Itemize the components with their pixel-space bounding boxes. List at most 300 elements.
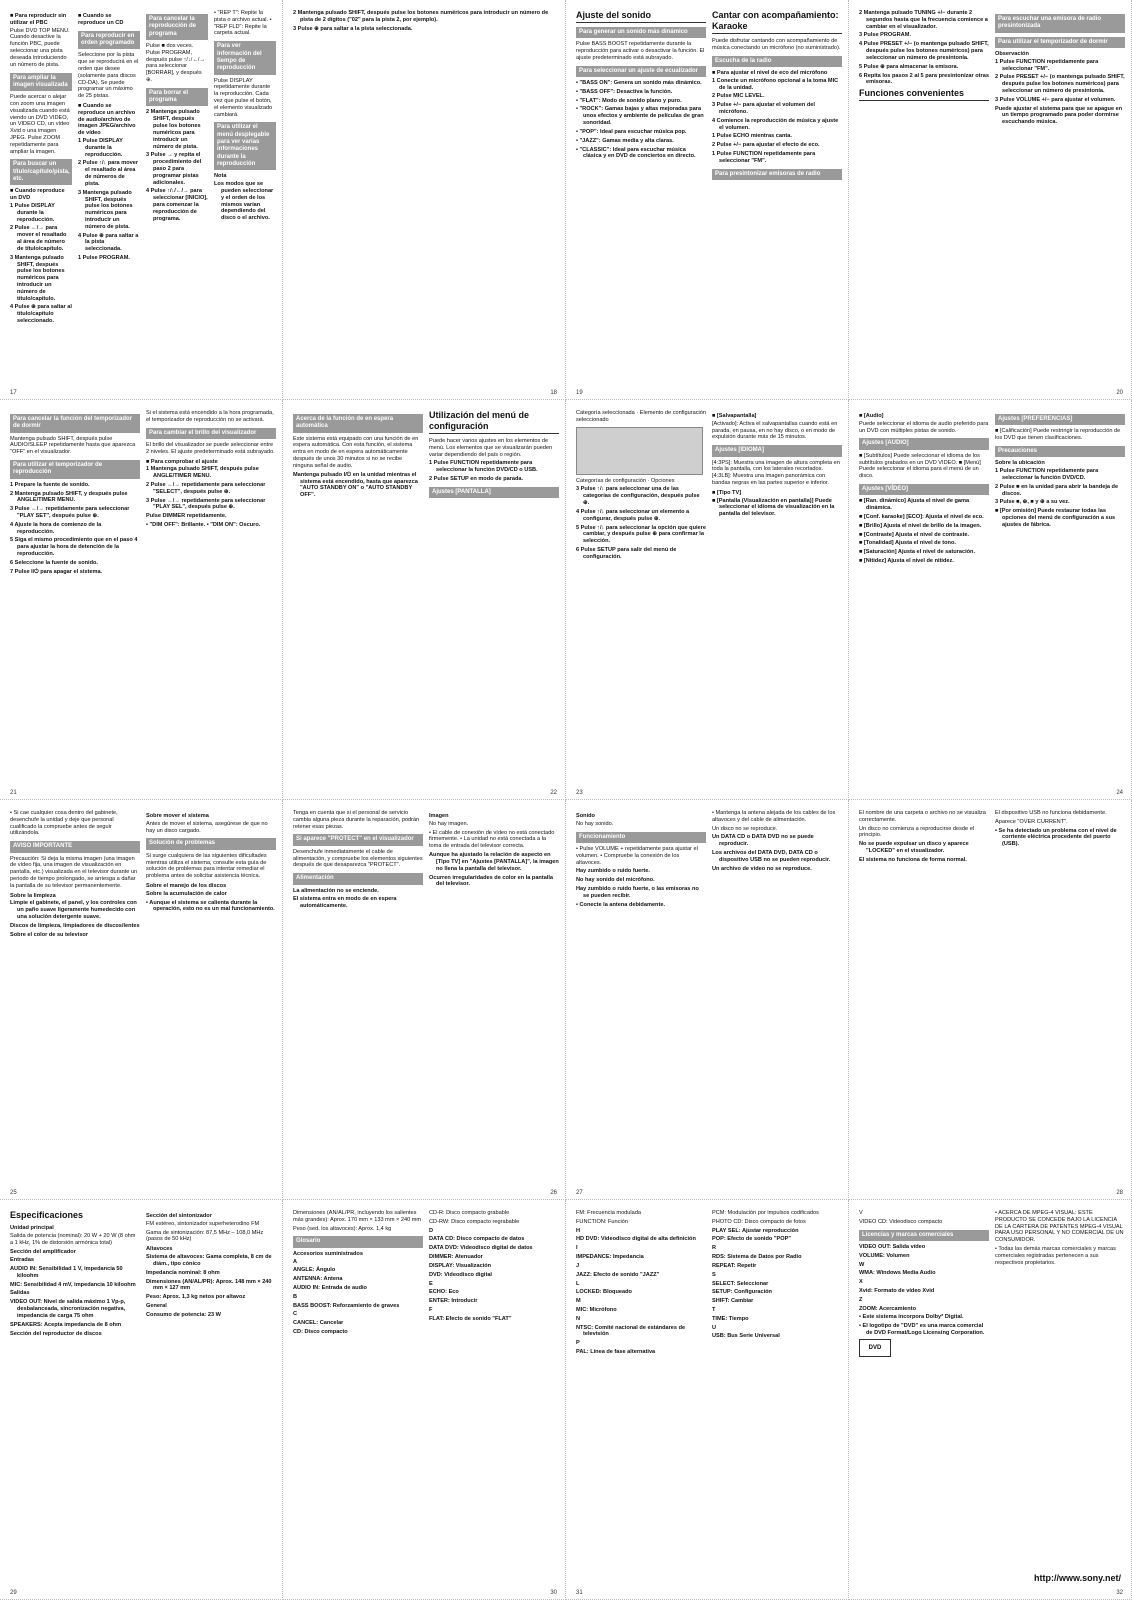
sub-heading: Accesorios suministrados [293, 1250, 363, 1257]
paragraph: El brillo del visualizador se puede seleccionar entre 2 niveles. El ajuste predeterminado está subrayado. [146, 441, 275, 455]
text-column [78, 10, 140, 384]
paragraph: • ACERCA DE MPEG-4 VISUAL: ESTE PRODUCTO SE CONCEDE BAJO LA LICENCIA DE LA CARTERA DE PATENTES MPEG-4 VISUAL PARA USO PERSONAL Y NO COMERCIAL DE UN CONSUMIDOR. [995, 1210, 1124, 1244]
step-item: 2 Pulse ←/→ para mover el resaltado al área de número de título/capítulo. [10, 225, 67, 252]
manual-page [849, 800, 1132, 1200]
page-columns [576, 410, 842, 784]
step-item: 4 Pulse ↑/↓/←/→ para seleccionar [INICIO], para comenzar la reproducción de programa. [146, 188, 208, 222]
step-item: MIC: Micrófono [576, 1306, 617, 1313]
page-columns [576, 1210, 842, 1584]
topic-heading-box: Precauciones [995, 446, 1125, 457]
step-item: Sobre la acumulación de calor [146, 890, 227, 897]
sub-heading: Altavoces [146, 1246, 173, 1253]
step-item: IMPEDANCE: Impedancia [576, 1254, 644, 1261]
step-item: Z [859, 1296, 863, 1303]
step-item: Sistema de altavoces: Gama completa, 8 cm de diám., tipo cónico [146, 1254, 272, 1267]
paragraph: Un disco no se reproduce. [712, 825, 778, 832]
manual-page [566, 400, 849, 800]
step-item: SETUP: Configuración [712, 1289, 772, 1296]
step-item: • Este sistema incorpora Dolby* Digital. [859, 1314, 964, 1321]
step-item: LOCKED: Bloqueado [576, 1289, 632, 1296]
step-item: 2 Pulse +/− para ajustar el efecto de eco. [712, 142, 820, 149]
step-item: 1 Pulse DISPLAY durante la reproducción. [10, 203, 55, 223]
paragraph: • Pulse VOLUME + repetidamente para ajustar el volumen. • Compruebe la conexión de los altavoces. [576, 845, 698, 866]
sub-heading: Sección del amplificador [10, 1249, 76, 1256]
step-item: A [293, 1258, 298, 1265]
paragraph: Mantenga pulsado SHIFT, después pulse AUDIO/SLEEP repetidamente hasta que aparezca "OFF" en el visualizador. [10, 435, 136, 456]
topic-heading-box: Para ver información del tiempo de reproducción [214, 41, 276, 74]
topic-heading-box: Para generar un sonido más dinámico [576, 27, 706, 38]
step-item: PLAY SEL: Ajustar reproducción [712, 1227, 799, 1234]
manual-page [283, 800, 566, 1200]
step-item: DVD: Videodisco digital [429, 1271, 492, 1278]
paragraph: FM: Frecuencia modulada [576, 1210, 641, 1216]
step-item: 4 Comience la reproducción de música y ajuste el volumen. [712, 117, 839, 131]
figure-labels: Categorías de configuración · Opciones [576, 477, 675, 484]
paragraph: Tenga en cuenta que si el personal de servicio cambia alguna pieza durante la reparación, podrán retener esas piezas. [293, 810, 420, 830]
step-item: • "DIM OFF": Brillante. • "DIM ON": Oscuro. [146, 522, 261, 529]
manual-page [283, 400, 566, 800]
page-columns [10, 410, 276, 784]
paragraph: V [859, 1210, 863, 1216]
step-item: REPEAT: Repetir [712, 1262, 757, 1269]
text-column [146, 10, 208, 384]
step-item: 5 Siga el mismo procedimiento que en el paso 4 para ajustar la hora de detención de la reproducción. [10, 537, 138, 557]
step-item: N [576, 1315, 581, 1322]
step-item: 3 Pulse ↑/↓ para seleccionar una de las categorías de configuración, después pulse ⊕. [576, 486, 700, 507]
step-item: 2 Pulse PRESET +/− (o mantenga pulsado SHIFT, después pulse los botones numéricos) para seleccionar un número de presintonía. [995, 74, 1125, 94]
page-number: 22 [550, 790, 557, 796]
step-item: ANGLE: Ángulo [293, 1267, 336, 1274]
step-item: Discos de limpieza, limpiadores de discos/lentes [10, 922, 140, 929]
step-item: I [576, 1245, 578, 1252]
step-item: ENTER: Introducir [429, 1298, 478, 1305]
sub-heading: ■ [Tipo TV] [712, 489, 742, 496]
step-item: 3 Pulse → y repita el procedimiento del paso 2 para programar pistas adicionales. [146, 152, 202, 186]
step-item: SELECT: Seleccionar [712, 1280, 769, 1287]
text-column [859, 410, 989, 784]
step-item: 2 Pulse ■ en la unidad para abrir la bandeja de discos. [995, 483, 1119, 497]
paragraph: No hay imagen. [429, 820, 469, 827]
manual-page [566, 0, 849, 400]
manual-page [0, 400, 283, 800]
paragraph: Aparece "OVER CURRENT". [995, 818, 1068, 825]
manual-page [849, 400, 1132, 800]
step-item: MIC: Sensibilidad 4 mV, impedancia 10 kiloohm [10, 1281, 136, 1288]
page-columns [576, 810, 842, 1184]
topic-heading-box: Para cancelar la reproducción de programa [146, 14, 208, 40]
step-item: 3 Pulse ←/→ repetidamente para seleccionar "PLAY SET", después pulse ⊕. [10, 506, 130, 519]
figure-labels: Categoría seleccionada · Elemento de configuración seleccionado [576, 410, 706, 423]
step-item: La alimentación no se enciende. [293, 887, 379, 894]
step-item: ANTENNA: Antena [293, 1276, 343, 1283]
text-column [10, 410, 140, 784]
step-item: DISPLAY: Visualización [429, 1262, 492, 1269]
step-item: BASS BOOST: Reforzamiento de graves [293, 1302, 400, 1309]
text-column [712, 410, 842, 784]
step-item: 2 Pulse SETUP en modo de parada. [429, 476, 524, 482]
paragraph: Gama de sintonización: 87,5 MHz – 108,0 MHz (pasos de 50 kHz) [146, 1229, 264, 1243]
step-item: J [576, 1262, 580, 1269]
step-item: S [712, 1271, 716, 1278]
step-item: Salidas [10, 1290, 30, 1297]
paragraph: Seleccione por la pista que se reproducirá en el orden que desee (solamente para discos CD-DA). Se puede programar un máximo de 25 pistas. [78, 52, 139, 100]
paragraph: Si surge cualquiera de las siguientes dificultades mientras utiliza el sistema, consulte esta guía de solución de problemas para intentar remediar el problema antes de solicitar asistencia técnica. [146, 852, 267, 880]
text-column [995, 810, 1125, 1184]
step-item: 3 Mantenga pulsado SHIFT, después pulse los botones numéricos para introducir un número de título/capítulo. [10, 254, 65, 302]
step-item: Un archivo de vídeo no se reproduce. [712, 865, 812, 872]
text-column [859, 810, 989, 1184]
dvd-logo: DVD [859, 1339, 891, 1357]
text-column [995, 10, 1125, 384]
text-column [10, 10, 72, 384]
step-item: El sistema no funciona de forma normal. [859, 856, 967, 863]
step-item: 1 Pulse FUNCTION repetidamente para seleccionar la función DVD/CD. [995, 468, 1099, 481]
sub-heading: Sonido [576, 813, 595, 819]
website-url: http://www.sony.net/ [1034, 1573, 1121, 1583]
topic-heading-box: Para presintonizar emisoras de radio [712, 169, 842, 180]
topic-heading-box: Si aparece "PROTECT" en el visualizador [293, 834, 423, 845]
paragraph: Puede disfrutar cantando con acompañamiento de música conectando un micrófono (no suministrado). [712, 37, 841, 51]
step-item: NTSC: Comité nacional de estándares de televisión [576, 1324, 686, 1338]
topic-heading-box: Ajustes [VÍDEO] [859, 484, 989, 495]
topic-heading-box: Licencias y marcas comerciales [859, 1230, 989, 1241]
step-item: • Conecte la antena debidamente. [576, 901, 665, 908]
topic-heading-box: Glosario [293, 1236, 423, 1247]
step-item: Peso: Aprox. 1,3 kg netos por altavoz [146, 1294, 246, 1301]
step-item: Mantenga pulsado I/⏻ en la unidad mientras el sistema está encendido, hasta que aparezca "AUTO STANDBY ON" o "AUTO STANDBY OFF". [293, 471, 418, 499]
topic-heading-box: Para reproducir en orden programado [78, 31, 140, 50]
page-number: 21 [10, 790, 17, 796]
step-item: 3 Pulse VOLUME +/− para ajustar el volumen. [995, 96, 1116, 103]
text-column [10, 1210, 140, 1584]
step-item: Limpie el gabinete, el panel, y los controles con un paño suave ligeramente humedecido con una solución detergente suave. [10, 900, 137, 921]
step-item: • "JAZZ": Gamas media y alta claras. [576, 137, 674, 144]
step-item: CD: Disco compacto [293, 1329, 348, 1336]
page-columns [293, 10, 559, 384]
step-item: • "ROCK": Gamas bajas y altas mejoradas para unos efectos y ambiente de películas de gran sonoridad. [576, 106, 704, 127]
paragraph: No hay sonido. [576, 820, 614, 827]
paragraph: El nombre de una carpeta o archivo no se visualiza correctamente. [859, 810, 986, 823]
step-item: Sobre el color de su televisor [10, 931, 89, 938]
step-item: 1 Pulse FUNCTION repetidamente para seleccionar la función DVD/CD o USB. [429, 460, 538, 474]
text-column [429, 1210, 559, 1584]
step-item: • "CLASSIC": Ideal para escuchar música clásica y en DVD de conciertos en directo. [576, 146, 696, 160]
page-number: 28 [1116, 1190, 1123, 1196]
sub-heading: Nota [214, 173, 227, 180]
page-number: 20 [1116, 390, 1123, 396]
step-item: 4 Pulse ↑/↓ para seleccionar un elemento a configurar, después pulse ⊕. [576, 508, 690, 522]
paragraph: Desenchufe inmediatamente el cable de alimentación, y compruebe los elementos siguientes después de que desaparezca "PROTECT". [293, 848, 423, 869]
text-column [293, 410, 423, 784]
step-item: 3 Pulse ←/→ repetidamente para seleccionar "PLAY SEL", después pulse ⊕. [146, 497, 266, 511]
paragraph: ■ [Subtítulos] Puede seleccionar el idioma de los subtítulos grabados en un DVD VIDEO. ■ [Menú] Puede seleccionar el idioma para el menú de un disco. [859, 452, 981, 480]
step-item: 6 Repita los pasos 2 al 5 para presintonizar otras emisoras. [859, 72, 989, 86]
step-item: DATA CD: Disco compacto de datos [429, 1236, 525, 1243]
step-item: Xvid: Formato de vídeo Xvid [859, 1288, 935, 1294]
paragraph: • Si cae cualquier cosa dentro del gabinete, desenchufe la unidad y deje que personal cualificado la compruebe antes de seguir utilizándola. [10, 810, 118, 837]
step-item: CANCEL: Cancelar [293, 1320, 344, 1327]
step-item: ■ [Brillo] Ajusta el nivel de brillo de la imagen. [859, 522, 982, 529]
step-item: D [429, 1227, 434, 1234]
text-column [214, 10, 276, 384]
text-column [859, 10, 989, 384]
step-item: 4 Pulse PRESET +/− (o mantenga pulsado SHIFT, después pulse los botones numéricos) para seleccionar un número de presintonía. [859, 41, 989, 61]
step-item: 1 Pulse ECHO mientras canta. [712, 133, 792, 140]
step-item: 5 Pulse ↑/↓ para seleccionar la opción que quiere cambiar, y después pulse ⊕ para confirmar la selección. [576, 524, 706, 545]
sub-heading: ■ [Salvapantalla] [712, 413, 757, 419]
step-item: No hay sonido del micrófono. [576, 877, 655, 884]
text-column [293, 10, 559, 384]
paragraph: PHOTO CD: Disco compacto de fotos [712, 1218, 806, 1225]
sub-heading: Unidad principal [10, 1224, 54, 1231]
step-item: ECHO: Eco [429, 1289, 459, 1296]
step-item: 2 Mantenga pulsado SHIFT, y después pulse ANGLE/TIMER MENU. [10, 490, 128, 504]
step-item: 2 Mantenga pulsado TUNING +/− durante 2 segundos hasta que la frecuencia comience a cambiar en el visualizador. [859, 10, 988, 30]
sub-heading: Sección del sintonizador [146, 1213, 212, 1219]
paragraph: Puede acercar o alejar con zoom una imagen visualizada cuando está viendo un DVD VIDEO, un VIDEO CD, un vídeo Xvid o una imagen JPEG. Pulse ZOOM repetidamente para ampliar la imagen. [10, 94, 70, 155]
page-columns [859, 410, 1125, 784]
step-item: No se puede expulsar un disco y aparece "LOCKED" en el visualizador. [859, 841, 969, 855]
page-columns [293, 410, 559, 784]
paragraph: Este sistema está equipado con una función de en espera automática. Con esta función, el sistema entra en modo de en espera automáticamente después de unos 30 minutos si no se recibe ninguna señal de audio. [293, 435, 419, 469]
page-columns [293, 810, 559, 1184]
page-columns [10, 810, 276, 1184]
paragraph: • Todas las demás marcas comerciales y marcas comerciales registradas pertenecen a sus respectivos propietarios. [995, 1246, 1116, 1266]
step-item: ■ [Por omisión] Puede restaurar todas las opciones del menú de configuración a sus ajustes de fábrica. [995, 508, 1116, 528]
step-item: Un DATA CD o DATA DVD no se puede reproducir. [712, 834, 814, 848]
step-item: 5 Pulse ⊕ para almacenar la emisora. [859, 63, 959, 70]
text-column [146, 410, 276, 784]
step-item: M [576, 1298, 581, 1305]
paragraph: FUNCTION: Función [576, 1218, 628, 1225]
step-item: 1 Pulse FUNCTION repetidamente para seleccionar "FM". [995, 58, 1099, 72]
text-column [995, 410, 1125, 784]
page-number: 32 [1116, 1590, 1123, 1596]
manual-page [283, 0, 566, 400]
topic-heading-box: Para cancelar la función del temporizador de dormir [10, 414, 140, 433]
manual-page [283, 1200, 566, 1600]
paragraph: ■ [Calificación] Puede restringir la reproducción de los DVD que tienen clasificaciones. [995, 428, 1121, 442]
step-item: • "BASS OFF": Desactiva la función. [576, 88, 673, 95]
step-item: R [712, 1245, 717, 1252]
paragraph: • Mantenga la antena alejada de los cables de los altavoces y del cable de alimentación. [712, 810, 836, 823]
topic-heading-box: Para escuchar una emisora de radio presintonizada [995, 14, 1125, 33]
text-column [293, 810, 423, 1184]
text-column [146, 810, 276, 1184]
topic-heading-box: Ajustes [PREFERENCIAS] [995, 414, 1125, 425]
step-item: SHIFT: Cambiar [712, 1298, 754, 1305]
paragraph: CD-RW: Disco compacto regrabable [429, 1218, 520, 1225]
text-column [712, 810, 842, 1184]
topic-heading-box: Acerca de la función de en espera automática [293, 414, 423, 433]
manual-page [0, 0, 283, 400]
text-column [10, 810, 140, 1184]
paragraph: VIDEO CD: Videodisco compacto [859, 1218, 943, 1225]
page-number: 19 [576, 390, 583, 396]
step-item: USB: Bus Serie Universal [712, 1333, 780, 1340]
topic-heading-box: Alimentación [293, 873, 423, 884]
step-item: • Aunque el sistema se calienta durante la operación, esto no es un mal funcionamiento. [146, 899, 275, 913]
step-item: 1 Pulse PROGRAM. [78, 255, 130, 261]
page-columns [10, 10, 276, 384]
step-item: ■ [Contraste] Ajusta el nivel de contraste. [859, 531, 970, 538]
text-column [429, 810, 559, 1184]
sub-heading: Sobre el manejo de los discos [146, 883, 227, 889]
topic-heading-box: Ajustes [IDIOMA] [712, 445, 842, 456]
paragraph: • El cable de conexión de vídeo no está conectado firmemente. • La unidad no está conectada a la toma de entrada del televisor correcta. [429, 829, 555, 850]
sub-heading: ■ Cuando se reproduce un CD [78, 13, 124, 26]
sub-heading: Observación [995, 50, 1029, 57]
paragraph: Antes de mover el sistema, asegúrese de que no hay un disco cargado. [146, 820, 268, 834]
step-item: 7 Pulse I/⏻ para apagar el sistema. [10, 568, 103, 575]
page-number: 23 [576, 790, 583, 796]
step-item: 6 Seleccione la fuente de sonido. [10, 559, 98, 566]
step-item: Sección del reproductor de discos [10, 1330, 102, 1337]
step-item: Los modos que se pueden seleccionar y el orden de los mismos varían dependiendo del disco o el archivo. [214, 181, 274, 222]
step-item: POP: Efecto de sonido "POP" [712, 1236, 791, 1243]
topic-heading-box: Para ampliar la imagen visualizada [10, 73, 72, 92]
step-item: B [293, 1293, 298, 1300]
page-number: 27 [576, 1190, 583, 1196]
step-item: PAL: Línea de fase alternativa [576, 1349, 656, 1355]
step-item: U [712, 1324, 717, 1331]
page-columns [859, 1210, 1125, 1584]
step-item: El sistema entra en modo de en espera automáticamente. [293, 896, 397, 910]
paragraph: Un disco no comienza a reproducirse desde el principio. [859, 825, 975, 839]
paragraph: Precaución: Si deja la misma imagen (una imagen de vídeo fija, una imagen de visualización en pantalla, etc.) visualizada en el televisor durante un periodo de tiempo prolongado, se arriesga a dañar la pantalla de su televisor permanentemente. [10, 855, 138, 889]
step-item: ■ [Conf. karaoke] [ECO]: Ajusta el nivel de eco. [859, 513, 984, 520]
step-item: 6 Pulse SETUP para salir del menú de configuración. [576, 546, 677, 560]
step-item: H [576, 1227, 581, 1234]
step-item: ■ [Pantalla (Visualización en pantalla)] Puede seleccionar el idioma de visualización en la pantalla del televisor. [712, 497, 835, 518]
page-number: 24 [1116, 790, 1123, 796]
page-columns [859, 810, 1125, 1184]
topic-heading-box: AVISO IMPORTANTE [10, 841, 140, 852]
page-number: 26 [550, 1190, 557, 1196]
sub-heading: ■ Cuando reproduce un DVD [10, 188, 65, 202]
step-item: HD DVD: Videodisco digital de alta definición [576, 1236, 696, 1243]
step-item: 1 Prepare la fuente de sonido. [10, 481, 90, 488]
step-item: WMA: Windows Media Audio [859, 1270, 936, 1277]
text-column [712, 1210, 842, 1584]
step-item: JAZZ: Efecto de sonido "JAZZ" [576, 1271, 660, 1278]
step-item: ■ [Saturación] Ajusta el nivel de saturación. [859, 549, 976, 556]
step-item: Aunque ha ajustado la relación de aspecto en [Tipo TV] en "Ajustes [PANTALLA]", la imagen no llena la pantalla del televisor. [429, 852, 559, 872]
topic-heading-box: Solución de problemas [146, 838, 276, 849]
step-item: AUDIO IN: Entrada de audio [293, 1285, 367, 1291]
step-item: TIME: Tiempo [712, 1315, 749, 1322]
paragraph: Dimensiones (AN/AL/PR, incluyendo los salientes más grandes): Aprox. 170 mm × 133 mm × 240 mm [293, 1210, 422, 1223]
page-number: 30 [550, 1590, 557, 1596]
step-item: 1 Pulse DISPLAY durante la reproducción. [78, 138, 123, 158]
sub-heading: Imagen [429, 813, 449, 819]
manual-page [566, 800, 849, 1200]
step-item: 4 Pulse ⊕ para saltar a la pista seleccionada. [78, 232, 139, 253]
step-item: • "POP": Ideal para escuchar música pop. [576, 128, 687, 135]
text-column [293, 1210, 423, 1584]
text-column [146, 1210, 276, 1584]
sub-heading: ■ [Audio] [859, 413, 884, 419]
step-item: AUDIO IN: Sensibilidad 1 V, impedancia 50 kiloohm [10, 1266, 123, 1279]
step-item: 1 Pulse FUNCTION repetidamente para seleccionar "FM". [712, 151, 816, 164]
paragraph: Pulse ■ dos veces. Pulse PROGRAM, después pulse ↑/↓/←/→ para seleccionar [BORRAR], y después ⊕. [146, 42, 206, 83]
step-item: 3 Mantenga pulsado SHIFT, después pulse los botones numéricos para introducir un número de pista. [78, 189, 133, 230]
paragraph: CD-R: Disco compacto grabable [429, 1210, 510, 1216]
topic-heading-box: Para buscar un título/capítulo/pista, etc. [10, 159, 72, 185]
paragraph: Puede hacer varios ajustes en los elementos de menú. Los elementos que se visualizarán pueden variar dependiendo del país o región. [429, 437, 553, 458]
paragraph: [Activado]: Activa el salvapantallas cuando está en parada, en pausa, en no hay disco, o en modo de expulsión durante más de 15 minutos. [712, 420, 838, 441]
section-title: Funciones convenientes [859, 88, 989, 101]
section-title: Cantar con acompañamiento: Karaoke [712, 10, 842, 34]
manual-page [0, 800, 283, 1200]
text-column [429, 410, 559, 784]
page-columns [576, 10, 842, 384]
paragraph: Pulse DISPLAY repetidamente durante la reproducción. Cada vez que pulse el botón, el elemento visualizado cambiará. [214, 77, 273, 118]
page-number: 31 [576, 1590, 583, 1596]
paragraph: Salida de potencia (nominal): 20 W + 20 W (8 ohm a 1 kHz, 1% de distorsión armónica total) [10, 1232, 136, 1246]
step-item: W [859, 1261, 865, 1268]
sub-heading: ■ Para ajustar el nivel de eco del micrófono [712, 69, 828, 76]
paragraph: Peso (sed. los altavoces): Aprox. 1,4 kg [293, 1225, 392, 1232]
step-item: 3 Pulse ■, ⊕, ■ y ⊕ a su vez. [995, 499, 1070, 506]
step-item: Los archivos del DATA DVD, DATA CD o dispositivo USB no se pueden reproducir. [712, 850, 831, 863]
step-item: Pulse DIMMER repetidamente. [146, 513, 227, 520]
step-item: VIDEO OUT: Nivel de salida máximo 1 Vp-p, desbalanceada, sincronización negativa, impedancia de carga 75 ohm [10, 1299, 126, 1319]
section-title: Ajuste del sonido [576, 10, 706, 23]
topic-heading-box: Ajustes [PANTALLA] [429, 487, 559, 498]
sub-heading: Sobre la limpieza [10, 892, 56, 899]
step-item: • "FLAT": Modo de sonido plano y puro. [576, 97, 682, 104]
step-item: General [146, 1302, 167, 1309]
topic-heading-box: Escucha de la radio [712, 56, 842, 67]
topic-heading-box: Para utilizar el menú desplegable para ver varias informaciones durante la reproducción [214, 122, 276, 170]
topic-heading-box: Para borrar el programa [146, 88, 208, 107]
step-item: P [576, 1340, 580, 1347]
manual-page [849, 0, 1132, 400]
topic-heading-box: Funcionamiento [576, 832, 706, 843]
section-title: Utilización del menú de configuración [429, 410, 559, 434]
text-column [712, 10, 842, 384]
topic-heading-box: Para utilizar el temporizador de reproducción [10, 460, 140, 479]
page-number: 17 [10, 390, 17, 396]
step-item: SPEAKERS: Acepta impedancia de 8 ohm [10, 1321, 122, 1328]
text-column [859, 1210, 989, 1584]
step-item: Hay zumbido o ruido fuerte, o las emisoras no se pueden recibir. [576, 886, 699, 899]
step-item: 2 Pulse ↑/↓ para mover el resaltado al área de números de pista. [78, 160, 139, 187]
step-item: • El logotipo de "DVD" es una marca comercial de DVD Format/Logo Licensing Corporation. [859, 1323, 985, 1337]
step-item: ■ [Nitidez] Ajusta el nivel de nitidez. [859, 558, 954, 564]
text-column [576, 10, 706, 384]
sub-heading: Sobre la ubicación [995, 460, 1045, 467]
topic-heading-box: Para seleccionar un ajuste de ecualizador [576, 66, 706, 77]
sub-heading: ■ Cuando se reproduce un archivo de audio/archivo de imagen JPEG/archivo de vídeo [78, 102, 136, 137]
page-columns [293, 1210, 559, 1584]
step-item: 3 Pulse PROGRAM. [859, 32, 911, 39]
topic-heading-box: Para cambiar el brillo del visualizador [146, 428, 276, 439]
step-item: 2 Mantenga pulsado SHIFT, después pulse los botones numéricos para introducir un número de pista de 2 dígitos ("02" para la pista 2, por ejemplo). [293, 10, 549, 23]
step-item: 3 Pulse ⊕ para saltar a la pista seleccionada. [293, 25, 413, 32]
step-item: RDS: Sistema de Datos por Radio [712, 1254, 802, 1261]
step-item: • "BASS ON": Genera un sonido más dinámico. [576, 80, 702, 87]
page-columns [859, 10, 1125, 384]
step-item: 1 Mantenga pulsado SHIFT, después pulse ANGLE/TIMER MENU. [146, 466, 259, 480]
step-item: Consumo de potencia: 23 W [146, 1311, 221, 1318]
step-item: L [576, 1280, 580, 1287]
step-item: C [293, 1311, 298, 1318]
page-number: 29 [10, 1590, 17, 1596]
step-item: ■ [Ran. dinámico] Ajusta el nivel de gama dinámica. [859, 498, 970, 512]
paragraph: • "REP T": Repite la pista o archivo actual. • "REP FLD": Repite la carpeta actual. [214, 10, 272, 37]
